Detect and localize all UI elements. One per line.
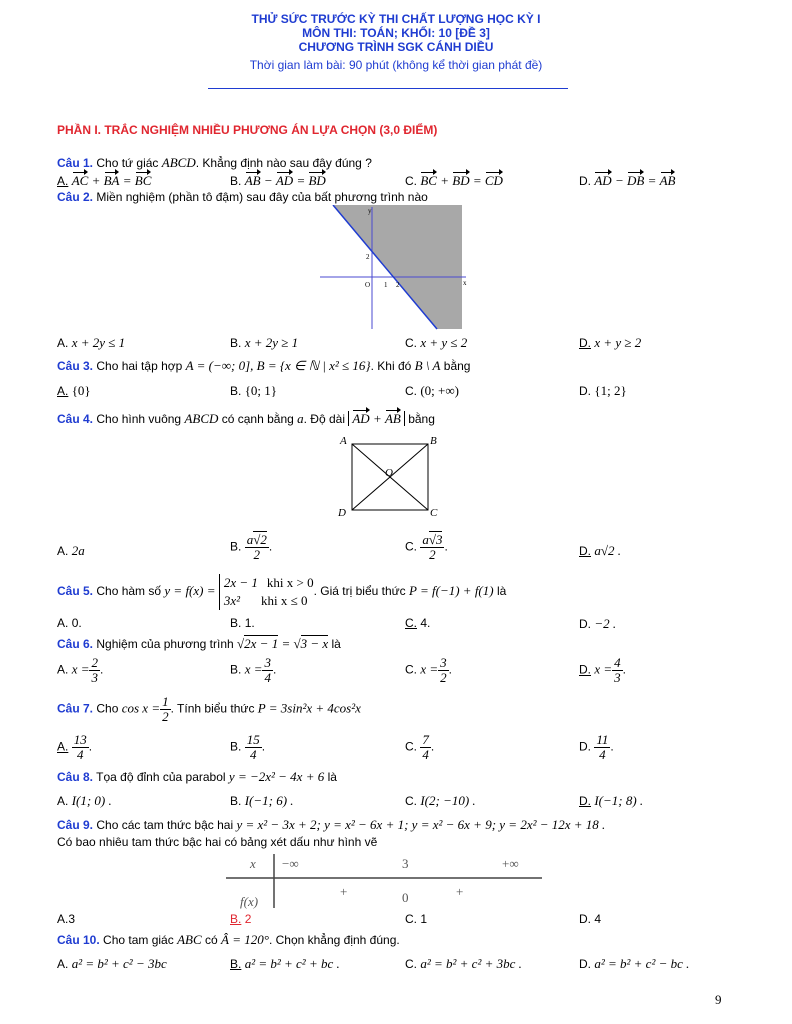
question-5: Câu 5. Cho hàm số y = f(x) = 2x − 1 khi x > 0 3x² khi x ≤ 0 . Giá trị biểu thức P = f(−1) + f(1) là — [57, 575, 507, 608]
q3-option-a[interactable]: A. {0} — [57, 383, 91, 398]
q8-option-b[interactable]: B. I(−1; 6) . — [230, 793, 294, 808]
q8-option-c[interactable]: C. I(2; −10) . — [405, 793, 476, 808]
question-6: Câu 6. Nghiệm của phương trình √2x − 1 = √3 − x là — [57, 636, 341, 651]
q4-option-a[interactable]: A. 2a — [57, 543, 85, 558]
q3-option-c[interactable]: C. (0; +∞) — [405, 383, 459, 398]
q4-option-c[interactable]: C. $\frac{a√3}{2}$ . — [405, 532, 448, 562]
question-9: Câu 9. Cho các tam thức bậc hai y = x² − 3x + 2; y = x² − 6x + 1; y = x² − 6x + 9; y = 2x² − 12x + 18 . — [57, 817, 606, 832]
svg-text:x: x — [250, 856, 256, 871]
q4-option-d[interactable]: D. a√2 . — [579, 543, 621, 558]
question-4: Câu 4. Cho hình vuông ABCD có cạnh bằng a. Độ dài AD + AB bằng — [57, 411, 435, 426]
q7-option-a[interactable]: A. $\frac{13}{4}$ . — [57, 732, 93, 762]
svg-text:+∞: +∞ — [502, 856, 519, 871]
q5-option-a[interactable]: A. 0. — [57, 616, 82, 630]
svg-text:y: y — [368, 207, 372, 215]
svg-text:x: x — [463, 279, 467, 287]
question-9-line-2: Có bao nhiêu tam thức bậc hai có bảng xét dấu như hình vẽ — [57, 835, 378, 849]
svg-text:+: + — [456, 884, 464, 899]
svg-text:B: B — [430, 435, 437, 447]
svg-text:2: 2 — [396, 281, 400, 289]
question-3: Câu 3. Cho hai tập hợp A = (−∞; 0], B = {x ∈ ℕ | x² ≤ 16}. Khi đó B \ A bằng — [57, 358, 471, 373]
q6-option-b[interactable]: B. x = $\frac{3}{4}$ . — [230, 655, 277, 685]
q2-option-d[interactable]: D. x + y ≥ 2 — [579, 335, 642, 350]
q2-option-b[interactable]: B. x + 2y ≥ 1 — [230, 335, 299, 350]
q7-option-b[interactable]: B. $\frac{15}{4}$ . — [230, 732, 266, 762]
q10-option-a[interactable]: A. a² = b² + c² − 3bc — [57, 956, 167, 971]
svg-text:+: + — [340, 884, 348, 899]
q4-square-figure — [332, 432, 446, 522]
q4-option-b[interactable]: B. $\frac{a√2}{2}$ . — [230, 532, 273, 562]
svg-text:1: 1 — [384, 281, 388, 289]
q10-option-c[interactable]: C. a² = b² + c² + 3bc . — [405, 956, 522, 971]
svg-text:f(x): f(x) — [240, 894, 259, 909]
shaded-region — [333, 205, 462, 329]
exam-time: Thời gian làm bài: 90 phút (không kể thời gian phát đề) — [249, 58, 543, 72]
question-7: Câu 7. Cho cos x = $\frac{1}{2}$ . Tính biểu thức P = 3sin²x + 4cos²x — [57, 694, 361, 724]
svg-text:D: D — [338, 507, 346, 519]
svg-text:2: 2 — [366, 253, 370, 261]
exam-subject: MÔN THI: TOÁN; KHỐI: 10 [ĐỀ 3] — [302, 26, 490, 40]
q1-option-b[interactable]: B. AB − AD = BD — [230, 173, 326, 188]
q6-option-c[interactable]: C. x = $\frac{3}{2}$ . — [405, 655, 452, 685]
svg-text:3: 3 — [402, 856, 409, 871]
q2-option-a[interactable]: A. x + 2y ≤ 1 — [57, 335, 126, 350]
q6-option-a[interactable]: A. x = $\frac{2}{3}$ . — [57, 655, 104, 685]
q9-sign-table — [226, 852, 544, 910]
svg-text:O: O — [365, 281, 371, 289]
q2-inequality-graph — [320, 205, 470, 333]
question-2: Câu 2. Miền nghiệm (phần tô đậm) sau đây của bất phương trình nào — [57, 190, 428, 204]
q10-option-b[interactable]: B. a² = b² + c² + bc . — [230, 956, 340, 971]
q7-option-c[interactable]: C. $\frac{7}{4}$ . — [405, 732, 435, 762]
q1-option-c[interactable]: C. BC + BD = CD — [405, 173, 503, 188]
q3-option-d[interactable]: D. {1; 2} — [579, 383, 627, 398]
q1-option-a[interactable]: A. AC + BA = BC — [57, 173, 152, 188]
svg-text:0: 0 — [402, 890, 409, 905]
piecewise-cases: 2x − 1 khi x > 0 3x² khi x ≤ 0 — [219, 574, 314, 610]
q1-option-d[interactable]: D. AD − DB = AB — [579, 173, 676, 188]
svg-text:O: O — [385, 467, 393, 479]
q3-option-b[interactable]: B. {0; 1} — [230, 383, 278, 398]
q2-option-c[interactable]: C. x + y ≤ 2 — [405, 335, 468, 350]
svg-text:C: C — [430, 507, 438, 519]
question-1: Câu 1. Cho tứ giác ABCD. Khẳng định nào sau đây đúng ? — [57, 155, 372, 170]
q5-option-d[interactable]: D. −2 . — [579, 616, 617, 631]
q8-option-d[interactable]: D. I(−1; 8) . — [579, 793, 644, 808]
q9-option-b[interactable]: B. 2 — [230, 912, 252, 926]
q8-option-a[interactable]: A. I(1; 0) . — [57, 793, 112, 808]
page-number: 9 — [715, 992, 722, 1007]
q9-option-c[interactable]: C. 1 — [405, 912, 428, 926]
q9-option-d[interactable]: D. 4 — [579, 912, 602, 926]
q9-option-a[interactable]: A.3 — [57, 912, 76, 926]
q6-option-d[interactable]: D. x = $\frac{4}{3}$ . — [579, 655, 626, 685]
question-8: Câu 8. Tọa độ đỉnh của parabol y = −2x² − 4x + 6 là — [57, 769, 337, 784]
svg-text:−∞: −∞ — [282, 856, 299, 871]
section-title: PHẦN I. TRẮC NGHIỆM NHIỀU PHƯƠNG ÁN LỰA CHỌN (3,0 ĐIỂM) — [57, 123, 438, 137]
q5-option-b[interactable]: B. 1. — [230, 616, 255, 630]
header-divider — [208, 88, 568, 89]
exam-title: THỬ SỨC TRƯỚC KỲ THI CHẤT LƯỢNG HỌC KỲ I — [251, 12, 541, 26]
svg-text:A: A — [340, 435, 347, 447]
exam-program: CHƯƠNG TRÌNH SGK CÁNH DIỀU — [298, 40, 494, 54]
question-10: Câu 10. Cho tam giác ABC có Â = 120°. Chọn khẳng định đúng. — [57, 932, 400, 947]
q7-option-d[interactable]: D. $\frac{11}{4}$ . — [579, 732, 614, 762]
q10-option-d[interactable]: D. a² = b² + c² − bc . — [579, 956, 690, 971]
q5-option-c[interactable]: C. 4. — [405, 616, 431, 630]
